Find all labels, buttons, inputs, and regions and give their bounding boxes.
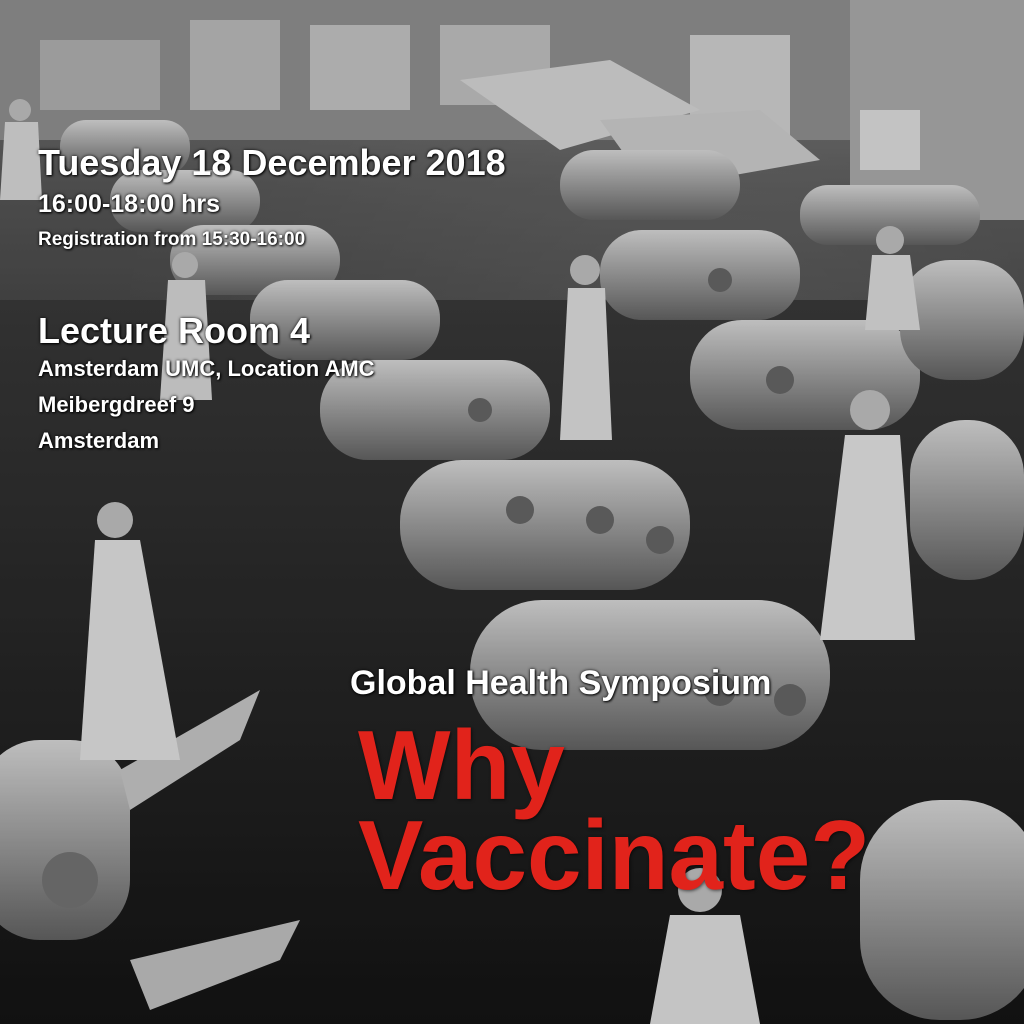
venue-address-line-2: Meibergdreef 9 [38, 392, 195, 417]
event-time: 16:00-18:00 hrs [38, 190, 221, 218]
headline-line-1: Why [358, 710, 565, 820]
venue-room: Lecture Room 4 [38, 310, 311, 351]
headline [358, 710, 871, 910]
registration-time: Registration from 15:30-16:00 [38, 229, 306, 250]
headline-line-2: Vaccinate? [358, 800, 871, 910]
venue-address-line-3: Amsterdam [38, 428, 160, 453]
event-date: Tuesday 18 December 2018 [38, 142, 506, 183]
venue-address-line-1: Amsterdam UMC, Location AMC [38, 356, 375, 381]
symposium-title: Global Health Symposium [350, 664, 772, 702]
